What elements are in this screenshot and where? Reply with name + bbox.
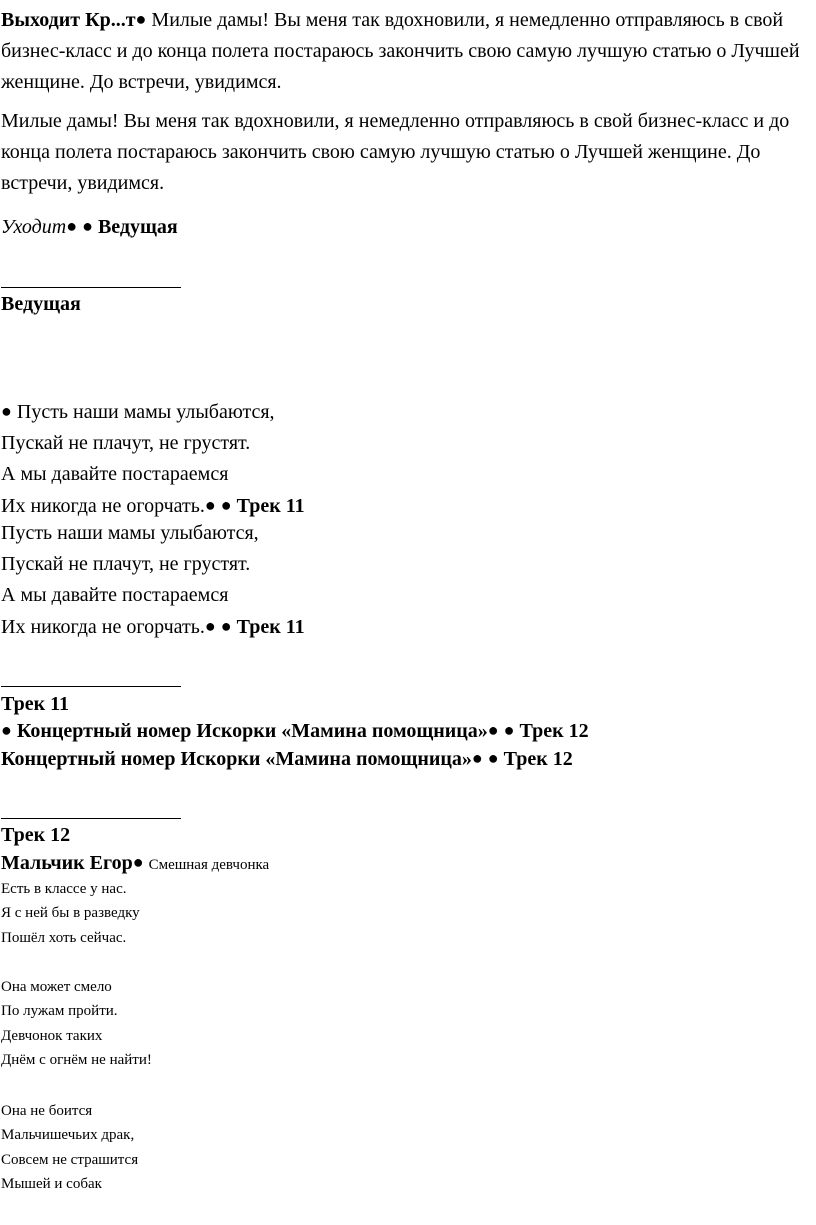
exit-line	[1, 212, 178, 241]
speaker-line	[1, 847, 269, 880]
poem-line: Пускай не плачут, не грустят.	[1, 553, 251, 575]
poem-block-1	[1, 396, 305, 522]
speech-text: Милые дамы! Вы меня так вдохновили, я немедленно отправляюсь в свой бизнес-класс и до конца полета постараюсь закончить свою самую лучшую статью о Лучшей женщине. До встречи, увидимся.	[1, 9, 800, 93]
bullet-icon: ●	[487, 748, 499, 768]
paragraph-speech-1	[1, 4, 816, 98]
poem-line: Пускай не плачут, не грустят.	[1, 432, 251, 454]
poem-line: Она не боится	[1, 1103, 93, 1119]
paragraph-speech-2	[1, 106, 816, 199]
poem-line: Девчонок таких	[1, 1027, 103, 1044]
track-label: Трек 12	[503, 748, 573, 770]
poem-line: По лужам пройти.	[1, 1003, 118, 1020]
poem-line: ● Пусть наши мамы улыбаются,	[1, 396, 305, 428]
poem-line: Совсем не страшится	[1, 1151, 139, 1168]
bullet-icon: ●	[220, 616, 232, 636]
poem-line: Их никогда не огорчать.● ● Трек 11	[1, 611, 305, 643]
poem-stanza-2	[1, 975, 152, 1072]
poem-line: Мальчишечьих драк,	[1, 1127, 135, 1144]
speaker-label: Выходит Кр...т	[1, 9, 136, 31]
poem-line: Пусть наши мамы улыбаются,	[1, 522, 259, 544]
poem-block-2	[1, 518, 305, 643]
poem-line: Их никогда не огорчать.● ● Трек 11	[1, 490, 305, 522]
speech-text: Милые дамы! Вы меня так вдохновили, я немедленно отправляюсь в свой бизнес-класс и до конца полета постараюсь закончить свою самую лучшую статью о Лучшей женщине. До встречи, увидимся.	[1, 110, 790, 194]
bullet-icon: ●	[503, 720, 515, 740]
poem-line: Смешная девчонка	[148, 857, 270, 873]
section-heading-track12: Трек 12	[1, 824, 71, 846]
track-label: Трек 11	[236, 495, 305, 517]
poem-stanza-3	[1, 1099, 138, 1196]
section-divider	[1, 686, 181, 687]
speaker-label: Мальчик Егор	[1, 852, 133, 874]
section-heading-host: Ведущая	[1, 293, 81, 315]
bullet-icon: ●	[204, 495, 216, 515]
poem-line: Днём с огнём не найти!	[1, 1051, 152, 1068]
concert-line-2: Концертный номер Искорки «Мамина помощница»● ● Трек 12	[1, 743, 573, 774]
poem-line: А мы давайте постараемся	[1, 463, 229, 485]
track-label: Трек 11	[236, 616, 305, 638]
poem-line: Пошёл хоть сейчас.	[1, 929, 127, 946]
bullet-icon: ●	[487, 720, 499, 740]
poem-stanza-1	[1, 877, 140, 950]
bullet-icon: ●	[204, 616, 216, 636]
bullet-icon: ●	[471, 748, 483, 768]
concert-line-1: ● Концертный номер Искорки «Мамина помощница»● ● Трек 12	[1, 715, 589, 746]
poem-line: Мышей и собак	[1, 1175, 102, 1192]
poem-line: Я с ней бы в разведку	[1, 905, 140, 922]
poem-line: Она может смело	[1, 979, 112, 995]
poem-line: Есть в классе у нас.	[1, 881, 127, 897]
bullet-icon: ●	[1, 401, 12, 421]
bullet-icon: ●	[1, 720, 12, 740]
stage-direction: Уходит	[1, 216, 67, 238]
section-divider	[1, 818, 181, 819]
bullet-icon: ●	[66, 216, 78, 236]
section-divider	[1, 287, 181, 288]
host-label: Ведущая	[97, 216, 178, 238]
section-heading-track11: Трек 11	[1, 693, 69, 715]
bullet-icon: ●	[135, 9, 147, 29]
poem-line: А мы давайте постараемся	[1, 584, 229, 606]
bullet-icon: ●	[132, 852, 144, 872]
track-label: Трек 12	[519, 720, 589, 742]
bullet-icon: ●	[82, 216, 93, 236]
bullet-icon: ●	[220, 495, 232, 515]
